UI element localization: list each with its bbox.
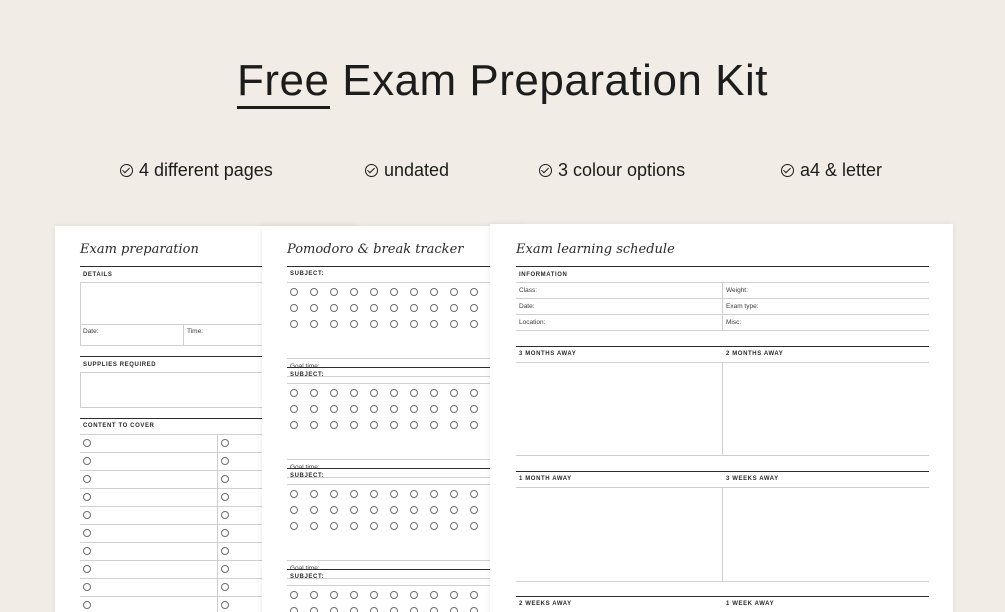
pomodoro-circle-icon bbox=[310, 304, 318, 312]
checkbox-circle-icon bbox=[221, 547, 229, 555]
pomodoro-circle-icon bbox=[410, 405, 418, 413]
divider bbox=[287, 367, 522, 368]
checkbox-circle-icon bbox=[83, 565, 91, 573]
column-divider bbox=[722, 487, 723, 581]
checkbox-circle-icon bbox=[221, 475, 229, 483]
divider bbox=[516, 330, 929, 331]
section-subject: SUBJECT: bbox=[290, 372, 325, 378]
pomodoro-circle-icon bbox=[290, 607, 298, 612]
divider bbox=[516, 581, 929, 582]
checkbox-circle-icon bbox=[83, 439, 91, 447]
divider bbox=[287, 282, 522, 283]
pomodoro-circle-icon bbox=[470, 288, 478, 296]
feature-colours bbox=[539, 160, 685, 181]
checkbox-circle-icon bbox=[221, 583, 229, 591]
divider bbox=[287, 383, 522, 384]
pomodoro-circle-icon bbox=[470, 389, 478, 397]
class-label: Class: bbox=[519, 287, 538, 294]
pomodoro-circle-icon bbox=[330, 607, 338, 612]
divider bbox=[516, 596, 929, 597]
pomodoro-circle-icon bbox=[450, 506, 458, 514]
pomodoro-circle-icon bbox=[430, 490, 438, 498]
checkbox-circle-icon bbox=[221, 511, 229, 519]
checkbox-circle-icon bbox=[83, 493, 91, 501]
feature-sizes bbox=[781, 160, 882, 181]
feature-label: 3 colour options bbox=[558, 160, 686, 180]
pomodoro-circle-icon bbox=[410, 320, 418, 328]
pomodoro-circle-icon bbox=[390, 389, 398, 397]
pomodoro-circle-icon bbox=[310, 522, 318, 530]
pomodoro-circle-icon bbox=[390, 421, 398, 429]
checkbox-circle-icon bbox=[221, 529, 229, 537]
pomodoro-circle-icon bbox=[470, 304, 478, 312]
column-divider bbox=[722, 282, 723, 330]
feature-label: 4 different pages bbox=[139, 160, 273, 180]
misc-label: Misc: bbox=[726, 319, 742, 326]
divider bbox=[287, 266, 522, 267]
pomodoro-circle-icon bbox=[430, 421, 438, 429]
pomodoro-circle-icon bbox=[470, 421, 478, 429]
section-2-months: 2 MONTHS AWAY bbox=[726, 351, 784, 357]
pomodoro-circle-icon bbox=[430, 320, 438, 328]
pomodoro-circle-icon bbox=[350, 421, 358, 429]
feature-undated bbox=[365, 160, 449, 181]
pomodoro-circle-icon bbox=[330, 288, 338, 296]
pomodoro-circle-icon bbox=[370, 607, 378, 612]
pomodoro-circle-icon bbox=[290, 490, 298, 498]
pomodoro-circle-icon bbox=[350, 320, 358, 328]
pomodoro-circle-icon bbox=[450, 490, 458, 498]
pomodoro-circle-icon bbox=[350, 607, 358, 612]
pomodoro-circle-icon bbox=[450, 304, 458, 312]
pomodoro-circle-icon bbox=[310, 490, 318, 498]
divider bbox=[516, 471, 929, 472]
section-supplies: SUPPLIES REQUIRED bbox=[83, 362, 157, 368]
pomodoro-circle-icon bbox=[310, 288, 318, 296]
checkbox-circle-icon bbox=[221, 439, 229, 447]
pomodoro-circle-icon bbox=[350, 288, 358, 296]
checkbox-circle-icon bbox=[83, 601, 91, 609]
pomodoro-circle-icon bbox=[390, 320, 398, 328]
pomodoro-circle-icon bbox=[470, 607, 478, 612]
section-information: INFORMATION bbox=[519, 272, 568, 278]
sheet-pomodoro bbox=[262, 226, 522, 612]
sheet-title: Exam learning schedule bbox=[516, 242, 675, 257]
pomodoro-circle-icon bbox=[310, 506, 318, 514]
pomodoro-circle-icon bbox=[390, 607, 398, 612]
pomodoro-circle-icon bbox=[330, 522, 338, 530]
title-rest: Exam Preparation Kit bbox=[329, 56, 768, 105]
pomodoro-circle-icon bbox=[390, 288, 398, 296]
pomodoro-circle-icon bbox=[390, 304, 398, 312]
checkbox-circle-icon bbox=[83, 583, 91, 591]
checkbox-circle-icon bbox=[221, 565, 229, 573]
pomodoro-circle-icon bbox=[450, 607, 458, 612]
pomodoro-circle-icon bbox=[370, 389, 378, 397]
pomodoro-circle-icon bbox=[430, 304, 438, 312]
feature-label: a4 & letter bbox=[800, 160, 883, 180]
pomodoro-circle-icon bbox=[370, 522, 378, 530]
pomodoro-circle-icon bbox=[450, 320, 458, 328]
check-circle-icon bbox=[120, 164, 133, 177]
pomodoro-circle-icon bbox=[290, 304, 298, 312]
pomodoro-circle-icon bbox=[350, 490, 358, 498]
pomodoro-circle-icon bbox=[470, 405, 478, 413]
section-subject: SUBJECT: bbox=[290, 271, 325, 277]
checkbox-circle-icon bbox=[83, 457, 91, 465]
pomodoro-circle-icon bbox=[430, 506, 438, 514]
pomodoro-circle-icon bbox=[470, 320, 478, 328]
pomodoro-circle-icon bbox=[290, 591, 298, 599]
divider bbox=[287, 459, 522, 460]
pomodoro-circle-icon bbox=[470, 506, 478, 514]
pomodoro-circle-icon bbox=[450, 389, 458, 397]
pomodoro-circle-icon bbox=[390, 522, 398, 530]
sheet-title: Pomodoro & break tracker bbox=[287, 242, 464, 257]
feature-label: undated bbox=[384, 160, 450, 180]
checkbox-circle-icon bbox=[83, 475, 91, 483]
pomodoro-circle-icon bbox=[370, 304, 378, 312]
page-title bbox=[0, 56, 1005, 106]
time-label: Time: bbox=[187, 328, 204, 335]
divider bbox=[516, 266, 929, 267]
pomodoro-circle-icon bbox=[470, 591, 478, 599]
date-label: Date: bbox=[83, 328, 99, 335]
checkbox-circle-icon bbox=[221, 493, 229, 501]
pomodoro-circle-icon bbox=[370, 490, 378, 498]
pomodoro-circle-icon bbox=[410, 490, 418, 498]
date-label: Date: bbox=[519, 303, 535, 310]
pomodoro-circle-icon bbox=[370, 288, 378, 296]
divider bbox=[287, 569, 522, 570]
check-circle-icon bbox=[365, 164, 378, 177]
pomodoro-circle-icon bbox=[410, 607, 418, 612]
divider bbox=[516, 455, 929, 456]
checkbox-circle-icon bbox=[221, 457, 229, 465]
pomodoro-circle-icon bbox=[390, 490, 398, 498]
pomodoro-circle-icon bbox=[390, 405, 398, 413]
check-circle-icon bbox=[781, 164, 794, 177]
sheet-title: Exam preparation bbox=[80, 242, 199, 257]
divider bbox=[287, 560, 522, 561]
section-content: CONTENT TO COVER bbox=[83, 423, 155, 429]
pomodoro-circle-icon bbox=[430, 405, 438, 413]
pomodoro-circle-icon bbox=[390, 506, 398, 514]
pomodoro-circle-icon bbox=[330, 320, 338, 328]
pomodoro-circle-icon bbox=[410, 288, 418, 296]
checkbox-circle-icon bbox=[83, 547, 91, 555]
pomodoro-circle-icon bbox=[370, 506, 378, 514]
pomodoro-circle-icon bbox=[470, 490, 478, 498]
divider bbox=[287, 358, 522, 359]
pomodoro-circle-icon bbox=[290, 522, 298, 530]
pomodoro-circle-icon bbox=[370, 591, 378, 599]
section-2-weeks: 2 WEEKS AWAY bbox=[519, 601, 572, 607]
pomodoro-circle-icon bbox=[410, 389, 418, 397]
divider bbox=[516, 346, 929, 347]
pomodoro-circle-icon bbox=[410, 304, 418, 312]
column-divider bbox=[217, 434, 218, 612]
exam-type-label: Exam type: bbox=[726, 303, 759, 310]
pomodoro-circle-icon bbox=[430, 288, 438, 296]
sheet-learning-schedule bbox=[490, 224, 953, 612]
pomodoro-circle-icon bbox=[390, 591, 398, 599]
checkbox-circle-icon bbox=[83, 511, 91, 519]
pomodoro-circle-icon bbox=[350, 522, 358, 530]
title-underlined-word: Free bbox=[237, 56, 330, 105]
divider bbox=[287, 484, 522, 485]
pomodoro-circle-icon bbox=[330, 421, 338, 429]
pomodoro-circle-icon bbox=[450, 591, 458, 599]
pomodoro-circle-icon bbox=[330, 490, 338, 498]
pomodoro-circle-icon bbox=[310, 607, 318, 612]
pomodoro-circle-icon bbox=[290, 389, 298, 397]
weight-label: Weight: bbox=[726, 287, 748, 294]
pomodoro-circle-icon bbox=[290, 421, 298, 429]
pomodoro-circle-icon bbox=[350, 389, 358, 397]
pomodoro-circle-icon bbox=[430, 389, 438, 397]
pomodoro-circle-icon bbox=[330, 591, 338, 599]
pomodoro-circle-icon bbox=[310, 591, 318, 599]
pomodoro-circle-icon bbox=[290, 320, 298, 328]
section-3-months: 3 MONTHS AWAY bbox=[519, 351, 577, 357]
pomodoro-circle-icon bbox=[430, 607, 438, 612]
pomodoro-circle-icon bbox=[410, 506, 418, 514]
section-subject: SUBJECT: bbox=[290, 473, 325, 479]
section-3-weeks: 3 WEEKS AWAY bbox=[726, 476, 779, 482]
section-1-week: 1 WEEK AWAY bbox=[726, 601, 775, 607]
check-circle-icon bbox=[539, 164, 552, 177]
pomodoro-circle-icon bbox=[410, 591, 418, 599]
pomodoro-circle-icon bbox=[290, 288, 298, 296]
pomodoro-circle-icon bbox=[350, 506, 358, 514]
pomodoro-circle-icon bbox=[330, 405, 338, 413]
pomodoro-circle-icon bbox=[290, 405, 298, 413]
pomodoro-circle-icon bbox=[410, 522, 418, 530]
section-details: DETAILS bbox=[83, 272, 113, 278]
feature-pages bbox=[120, 160, 273, 181]
pomodoro-circle-icon bbox=[430, 591, 438, 599]
pomodoro-circle-icon bbox=[370, 320, 378, 328]
pomodoro-circle-icon bbox=[310, 389, 318, 397]
pomodoro-circle-icon bbox=[350, 591, 358, 599]
pomodoro-circle-icon bbox=[450, 405, 458, 413]
pomodoro-circle-icon bbox=[430, 522, 438, 530]
pomodoro-circle-icon bbox=[350, 405, 358, 413]
pomodoro-circle-icon bbox=[450, 288, 458, 296]
divider bbox=[287, 468, 522, 469]
location-label: Location: bbox=[519, 319, 546, 326]
checkbox-circle-icon bbox=[221, 601, 229, 609]
pomodoro-circle-icon bbox=[310, 320, 318, 328]
pomodoro-circle-icon bbox=[330, 389, 338, 397]
pomodoro-circle-icon bbox=[310, 421, 318, 429]
pomodoro-circle-icon bbox=[350, 304, 358, 312]
divider bbox=[287, 585, 522, 586]
section-1-month: 1 MONTH AWAY bbox=[519, 476, 572, 482]
section-subject: SUBJECT: bbox=[290, 574, 325, 580]
pomodoro-circle-icon bbox=[310, 405, 318, 413]
pomodoro-circle-icon bbox=[470, 522, 478, 530]
pomodoro-circle-icon bbox=[330, 304, 338, 312]
pomodoro-circle-icon bbox=[370, 421, 378, 429]
pomodoro-circle-icon bbox=[370, 405, 378, 413]
pomodoro-circle-icon bbox=[330, 506, 338, 514]
pomodoro-circle-icon bbox=[450, 421, 458, 429]
checkbox-circle-icon bbox=[83, 529, 91, 537]
column-divider bbox=[722, 362, 723, 455]
pomodoro-circle-icon bbox=[290, 506, 298, 514]
pomodoro-circle-icon bbox=[410, 421, 418, 429]
pomodoro-circle-icon bbox=[450, 522, 458, 530]
